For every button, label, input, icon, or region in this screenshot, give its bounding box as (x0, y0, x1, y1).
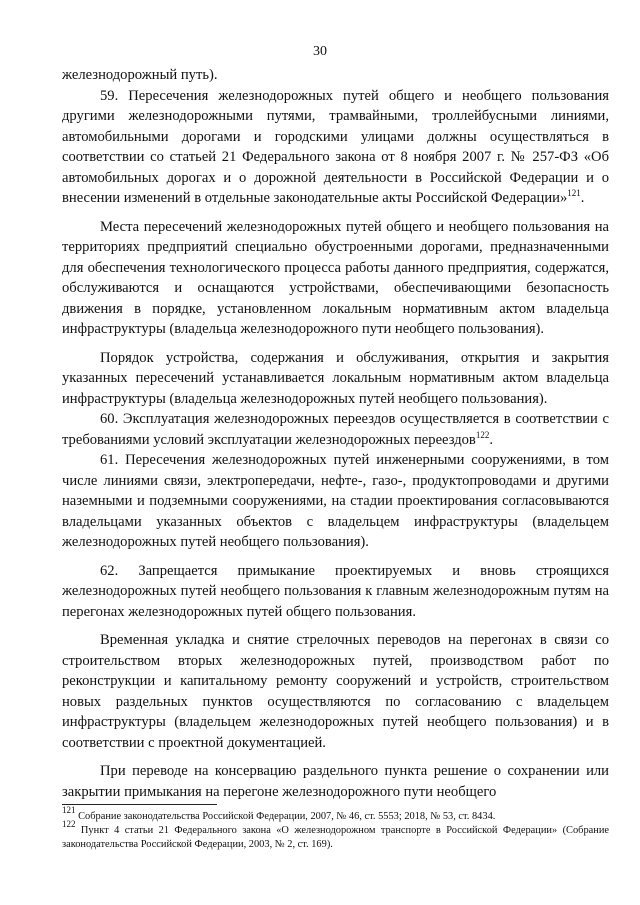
paragraph-62: 62. Запрещается примыкание проектируемых и вновь строящихся железнодорожных путей необщего пользования к главным железнодорожным путям на перегонах железнодорожных путей общего пользования. (62, 562, 609, 620)
footnote-ref-121: 121 (567, 188, 581, 198)
paragraph-continuation: железнодорожный путь). (62, 67, 218, 83)
footnote-122: $^{122}$ Пункт 4 статьи 21 Федерального закона «О железнодорожном транспорте в Российской Федерации» (Собрание законодательства Российской Федерации, 2003, № 2, ст. 169). (62, 819, 609, 850)
paragraph-conservation: При переводе на консервацию раздельного пункта решение о сохранении или закрытии примыкания на перегоне железнодорожного пути необщего (62, 763, 609, 800)
footnote-121: $^{121}$ Собрание законодательства Российской Федерации, 2007, № 46, ст. 5553; 2018, № 53, ст. 8434. (62, 805, 496, 822)
footnote-divider (62, 804, 217, 805)
paragraph-crossings-order: Порядок устройства, содержания и обслуживания, открытия и закрытия указанных пересечений устанавливается локальным нормативным актом владельца инфраструктуры (владельца железнодорожных путей необщего пользования). (62, 349, 609, 407)
page-number: 30 (313, 44, 327, 59)
paragraph-crossings-places: Места пересечений железнодорожных путей общего и необщего пользования на территориях предприятий специально обустроенными дорогами, предназначенными для обеспечения технологического процесса работы данного предприятия, содержатся, обслуживаются и оснащаются устройствами, обеспечивающими безопасность движения в порядке, установленном локальным нормативным актом владельца инфраструктуры (владельца железнодорожного пути необщего пользования). (62, 218, 609, 337)
paragraph-temporary-switches: Временная укладка и снятие стрелочных переводов на перегонах в связи со строительством вторых железнодорожных путей, производством работ по реконструкции и капитальному ремонту сооружений и устройств, строительством новых раздельных пунктов осуществляются по согласованию с владельцем инфраструктуры (владельцем железнодорожных путей необщего пользования) и в соответствии с проектной документацией. (62, 632, 609, 751)
footnotes (62, 805, 609, 852)
paragraph-60: 60. Эксплуатация железнодорожных переездов осуществляется в соответствии с требованиями условий эксплуатации железнодорожных переездов$^{122}$. (62, 411, 609, 448)
body-text (62, 65, 609, 802)
paragraph-59: 59. Пересечения железнодорожных путей общего и необщего пользования другими железнодорожными путями, трамвайными, троллейбусными линиями, автомобильными дорогами и городскими улицами должны осуществляться в соответствии со статьей 21 Федерального закона от 8 ноября 2007 г. № 257-ФЗ «Об автомобильных дорогах и о дорожной деятельности в Российской Федерации и о внесении изменений в отдельные законодательные акты Российской Федерации»$^{121}$. (62, 87, 609, 206)
paragraph-61: 61. Пересечения железнодорожных путей инженерными сооружениями, в том числе линиями связи, электропередачи, нефте-, газо-, продуктопроводами и другими наземными и подземными сооружениями, на стадии проектирования согласовываются владельцами указанных объектов с владельцем инфраструктуры (владельцем железнодорожных путей необщего пользования). (62, 452, 609, 550)
footnote-ref-122: 122 (475, 429, 490, 440)
